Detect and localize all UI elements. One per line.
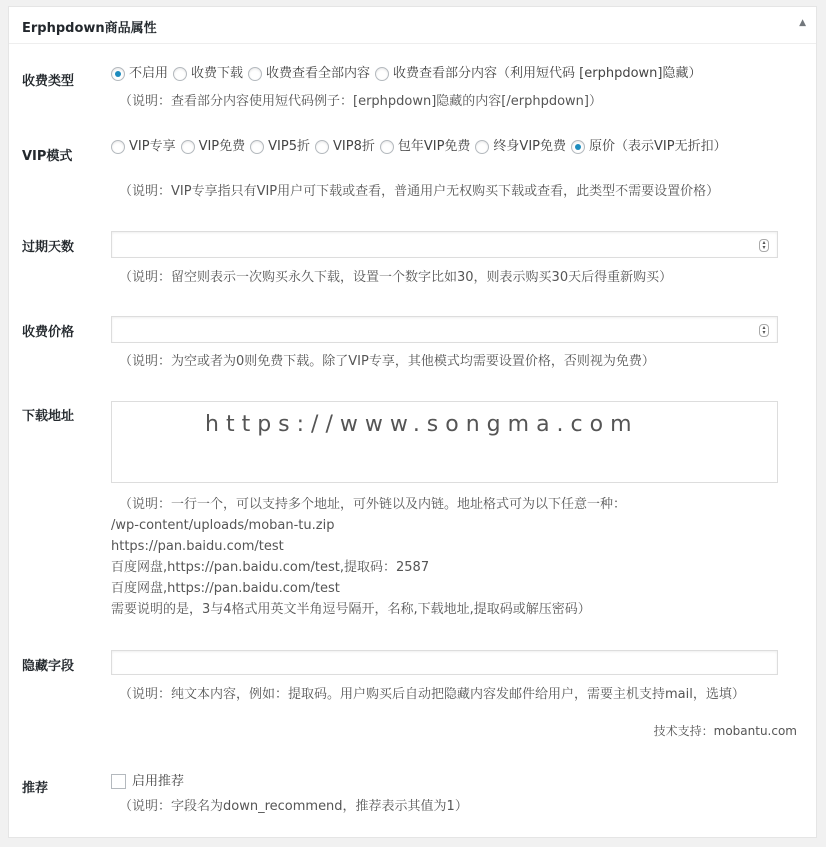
price-input[interactable] <box>111 316 778 343</box>
expire-days-input[interactable] <box>111 231 778 258</box>
expire-days-label: 过期天数 <box>22 240 75 255</box>
radio-label: 不启用 <box>129 66 169 81</box>
vip-mode-option[interactable] <box>380 138 471 155</box>
download-note: https://pan.baidu.com/test <box>111 539 284 554</box>
vip-mode-option[interactable] <box>571 138 727 155</box>
radio-label: 终身VIP免费 <box>493 139 566 154</box>
download-note: 百度网盘,https://pan.baidu.com/test <box>111 581 340 596</box>
vip-mode-note: （说明：VIP专享指只有VIP用户可下载或查看，普通用户无权购买下载或查看，此类型不需要设置价格） <box>119 184 720 199</box>
vip-mode-option[interactable] <box>111 138 176 155</box>
radio-icon[interactable] <box>173 67 187 81</box>
collapse-toggle-icon[interactable]: ▲ <box>799 18 806 28</box>
hidden-field-input[interactable] <box>111 650 778 675</box>
radio-icon[interactable] <box>475 140 489 154</box>
tech-support: 技术支持：mobantu.com <box>653 724 797 738</box>
recommend-checkbox-label: 启用推荐 <box>132 774 185 789</box>
radio-icon[interactable] <box>181 140 195 154</box>
radio-label: VIP免费 <box>198 139 246 154</box>
fee-type-option[interactable] <box>248 65 370 82</box>
radio-label: 收费查看部分内容（利用短代码 [erphpdown]隐藏） <box>393 66 702 81</box>
price-label: 收费价格 <box>22 325 75 340</box>
download-note: （说明：一行一个，可以支持多个地址，可外链以及内链。地址格式可为以下任意一种： <box>119 497 627 512</box>
download-label: 下载地址 <box>22 409 75 424</box>
number-spinner-icon[interactable]: ▴ ▾ <box>759 239 769 252</box>
recommend-note: （说明：字段名为down_recommend，推荐表示其值为1） <box>119 799 468 814</box>
hidden-field-note: （说明：纯文本内容，例如：提取码。用户购买后自动把隐藏内容发邮件给用户，需要主机支持mail，选填） <box>119 687 745 702</box>
hidden-field-label: 隐藏字段 <box>22 659 75 674</box>
metabox-header <box>9 7 816 44</box>
download-textarea[interactable] <box>111 401 778 483</box>
recommend-label: 推荐 <box>22 781 49 796</box>
radio-icon[interactable] <box>250 140 264 154</box>
radio-icon[interactable] <box>375 67 389 81</box>
radio-label: VIP专享 <box>129 139 176 154</box>
fee-type-option[interactable] <box>173 65 243 82</box>
vip-mode-label: VIP模式 <box>22 149 73 164</box>
download-note: 百度网盘,https://pan.baidu.com/test,提取码：2587 <box>111 560 430 575</box>
recommend-checkbox[interactable] <box>111 770 184 789</box>
number-spinner-icon[interactable]: ▴ ▾ <box>759 324 769 337</box>
price-note: （说明：为空或者为0则免费下载。除了VIP专享，其他模式均需要设置价格，否则视为免费） <box>119 354 655 369</box>
radio-label: 原价（表示VIP无折扣） <box>589 139 727 154</box>
radio-icon[interactable] <box>111 140 125 154</box>
radio-icon[interactable] <box>111 67 125 81</box>
radio-icon[interactable] <box>571 140 585 154</box>
expire-days-note: （说明：留空则表示一次购买永久下载，设置一个数字比如30，则表示购买30天后得重新购买） <box>119 270 673 285</box>
fee-type-option[interactable] <box>375 65 701 82</box>
radio-label: VIP5折 <box>268 139 310 154</box>
fee-type-option[interactable] <box>111 65 168 82</box>
radio-icon[interactable] <box>248 67 262 81</box>
radio-label: 收费下载 <box>191 66 244 81</box>
vip-mode-option[interactable] <box>475 138 566 155</box>
vip-mode-option[interactable] <box>181 138 246 155</box>
vip-mode-option[interactable] <box>250 138 310 155</box>
metabox-title: Erphpdown商品属性 <box>22 21 157 36</box>
download-note: 需要说明的是，3与4格式用英文半角逗号隔开，名称,下载地址,提取码或解压密码） <box>111 602 591 617</box>
erphpdown-metabox <box>8 6 817 838</box>
radio-label: 收费查看全部内容 <box>266 66 371 81</box>
radio-label: 包年VIP免费 <box>397 139 471 154</box>
radio-icon[interactable] <box>315 140 329 154</box>
fee-type-label: 收费类型 <box>22 74 75 89</box>
vip-mode-option[interactable] <box>315 138 375 155</box>
fee-type-radios <box>111 65 781 86</box>
radio-label: VIP8折 <box>333 139 375 154</box>
radio-icon[interactable] <box>380 140 394 154</box>
checkbox-icon[interactable] <box>111 774 126 789</box>
fee-type-note: （说明：查看部分内容使用短代码例子：[erphpdown]隐藏的内容[/erphpdown]） <box>119 94 602 109</box>
download-note: /wp-content/uploads/moban-tu.zip <box>111 518 335 533</box>
watermark: https://www.songma.com <box>205 412 639 437</box>
vip-mode-radios <box>111 138 781 159</box>
